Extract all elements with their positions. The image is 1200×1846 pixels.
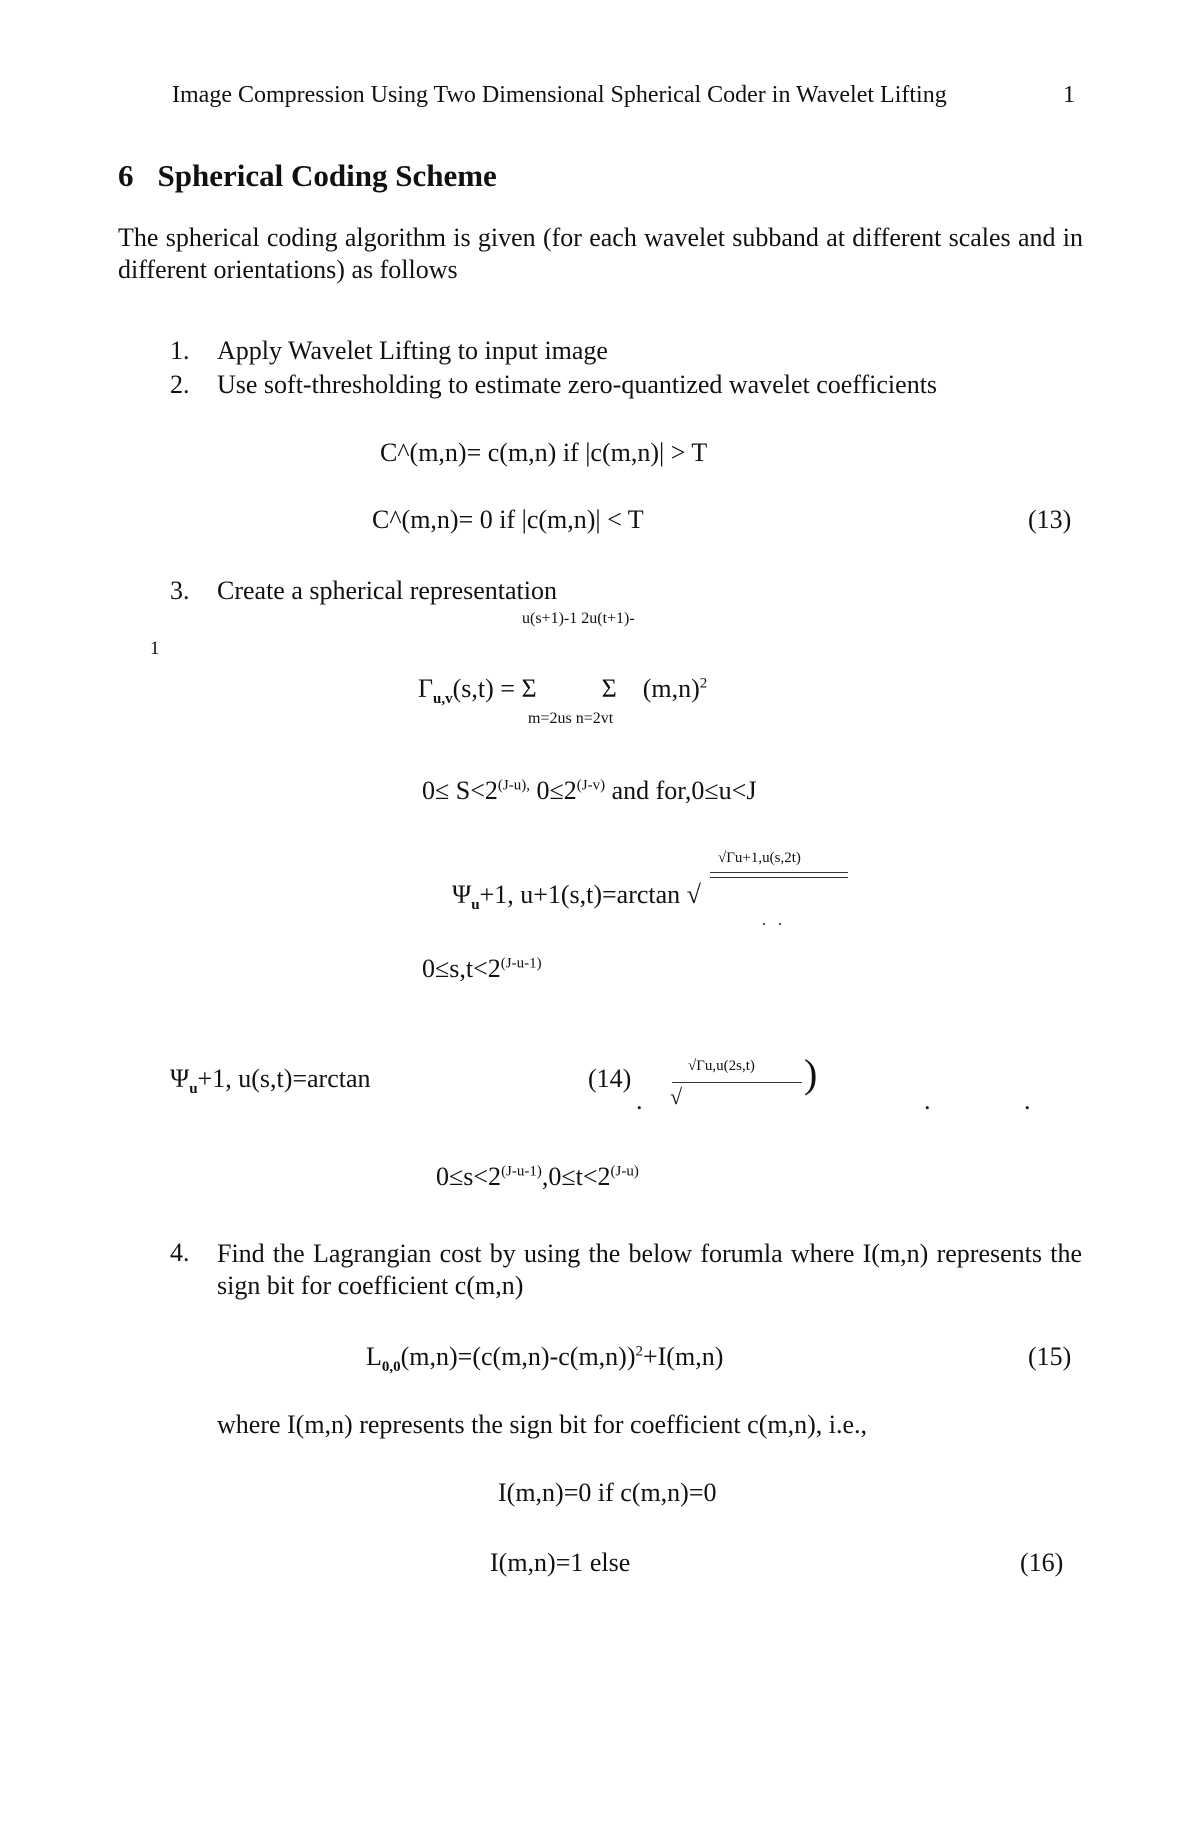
psi2-numerator: √Γu,u(2s,t) [688,1058,755,1074]
range-3-a: 0≤s<2 [436,1162,502,1191]
range-1 [422,776,756,806]
step-3-number: 3. [170,576,190,605]
gamma-rhs: (s,t) = Σ Σ (m,n) [452,674,700,703]
section-heading [118,158,497,194]
where-text: where I(m,n) represents the sign bit for coefficient c(m,n), i.e., [217,1410,867,1439]
section-title: Spherical Coding Scheme [157,158,497,193]
eq15-rhs-sup: 2 [635,1343,643,1360]
step-2-text: Use soft-thresholding to estimate zero-quantized wavelet coefficients [217,370,938,399]
page-number: 1 [1063,82,1075,108]
step-3-text: Create a spherical representation [217,576,557,605]
psi1-rhs: +1, u+1(s,t)=arctan √ [479,880,701,909]
eq15-number: (15) [1028,1342,1072,1371]
eq15-rhs: (m,n)=(c(m,n)-c(m,n)) [400,1342,636,1371]
eq15-lhs-sub: 0,0 [381,1359,401,1376]
psi2-dot-1: . [636,1086,643,1115]
psi1-equation [452,880,701,914]
psi1-numerator: √Γu+1,u(s,2t) [718,850,801,866]
intro-paragraph: The spherical coding algorithm is given (for each wavelet subband at different scales and in different orientations) as follows [118,223,1083,284]
gamma-lhs-sub: u,v [433,691,453,708]
psi2-dot-2: . [924,1086,931,1115]
step-2-number: 2. [170,370,190,399]
psi2-denominator: √ [670,1084,683,1109]
range-2 [422,954,542,984]
range-1-c: and for,0≤u<J [605,776,757,805]
step-1-text: Apply Wavelet Lifting to input image [217,336,608,365]
psi2-dot-3: . [1024,1086,1031,1115]
psi2-fraction-line [672,1082,802,1083]
psi2-lhs: Ψ [170,1064,190,1093]
step-4-text: Find the Lagrangian cost by using the below forumla where I(m,n) represents the sign bit for coefficient c(m,n) [217,1239,1082,1300]
eq16-line1: I(m,n)=0 if c(m,n)=0 [498,1478,717,1507]
range-3-a-sup: (J-u-1) [501,1163,542,1180]
psi1-fraction-line-2 [710,877,848,878]
range-1-a-sup: (J-u), [497,777,530,794]
range-2-sup: (J-u-1) [500,955,542,972]
section-number: 6 [118,158,134,193]
range-3-b-sup: (J-u) [610,1163,639,1180]
psi1-dots: . . [762,912,782,929]
range-3 [436,1162,639,1192]
range-3-b: ,0≤t<2 [541,1162,611,1191]
step-1-number: 1. [170,336,190,365]
range-1-a: 0≤ S<2 [422,776,498,805]
psi1-lhs: Ψ [452,880,472,909]
psi1-fraction-line [710,872,848,873]
gamma-equation [418,674,707,708]
eq13-number: (13) [1028,505,1072,534]
gamma-upper-limits: u(s+1)-1 2u(t+1)- [522,610,635,627]
gamma-rhs-sup: 2 [699,675,708,692]
eq13-line2: C^(m,n)= 0 if |c(m,n)| < T [372,505,644,534]
psi2-rhs: +1, u(s,t)=arctan [197,1064,371,1093]
step-4-number: 4. [170,1238,190,1267]
psi2-close-paren: ) [804,1051,818,1096]
range-1-b-sup: (J-v) [576,777,606,794]
running-title: Image Compression Using Two Dimensional Spherical Coder in Wavelet Lifting [172,82,947,108]
gamma-stray-one: 1 [150,638,160,659]
eq15-lhs: L [366,1342,382,1371]
eq16-number: (16) [1020,1548,1064,1577]
eq15-tail: +I(m,n) [642,1342,724,1371]
psi2-equation [170,1064,371,1098]
psi1-lhs-sub: u [471,897,480,914]
psi2-lhs-sub: u [189,1081,198,1098]
gamma-lhs: Γ [418,674,434,703]
eq16-line2: I(m,n)=1 else [490,1548,631,1577]
eq15-equation [366,1342,723,1376]
range-1-b: 0≤2 [529,776,577,805]
gamma-lower-limits: m=2us n=2vt [528,710,614,727]
eq13-line1: C^(m,n)= c(m,n) if |c(m,n)| > T [380,438,708,467]
range-2-text: 0≤s,t<2 [422,954,501,983]
psi2-number: (14) [588,1064,632,1093]
